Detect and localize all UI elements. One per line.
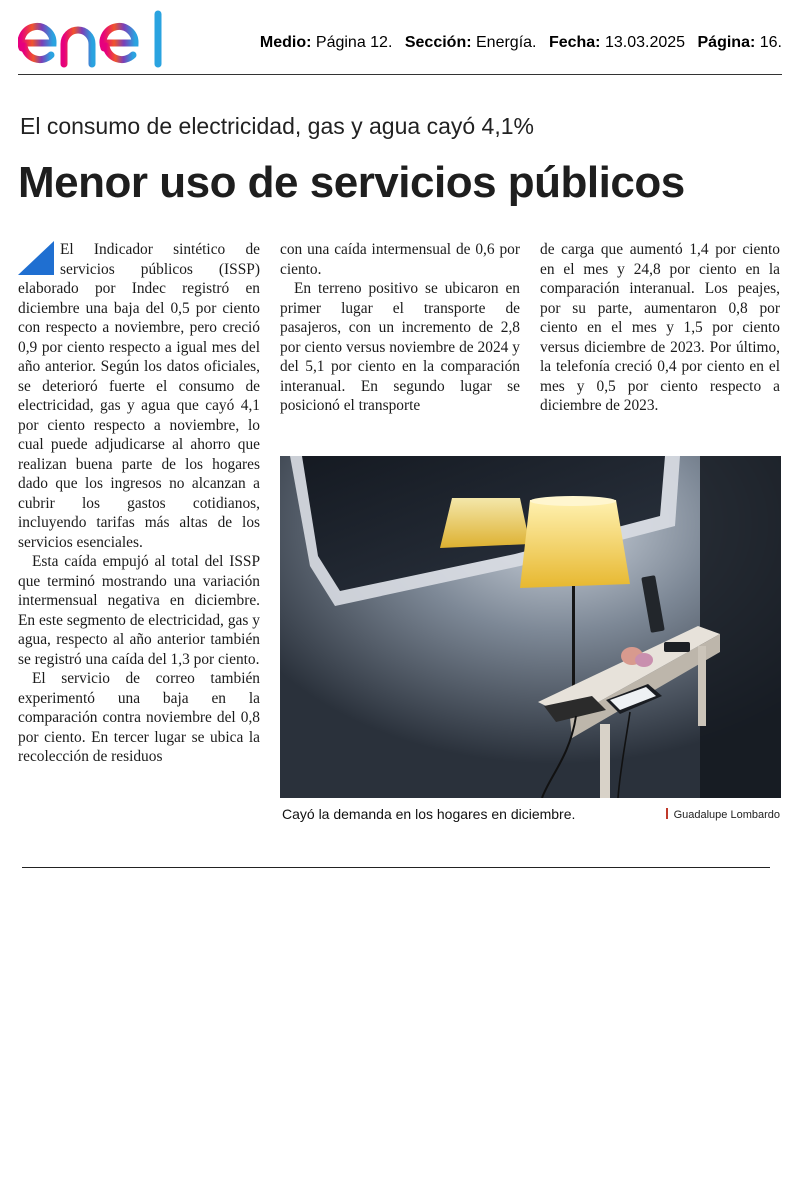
paragraph: de carga que aumentó 1,4 por ciento en el mes y 24,8 por ciento en la comparación interanual. Los peajes, por su parte, aumentaron 0,8 por ciento en el mes y 1,5 por ciento versus diciembre de 2023. Por último, la telefonía creció 0,4 por ciento en el mes y 0,5 por ciento respecto a diciembre de 2023. <box>540 241 780 414</box>
enel-logo <box>18 8 170 68</box>
medio-value: Página 12. <box>315 34 393 51</box>
page-header <box>18 8 782 74</box>
dropcap-triangle-icon <box>18 241 54 275</box>
brand-text: enel <box>18 8 20 9</box>
article-column-2 <box>280 240 520 416</box>
pagina-value: 16. <box>759 34 782 51</box>
seccion-value: Energía. <box>476 34 537 51</box>
paragraph: El Indicador sintético de servicios públicos (ISSP) elaborado por Indec registró en diciembre una baja del 0,5 por ciento con respecto a noviembre, pero creció 0,9 por ciento respecto a igual mes del año anterior. Según los datos oficiales, se deterioró fuerte el consumo de electricidad, gas y agua que cayó 4,1 por ciento respecto a noviembre, lo cual puede adjudicarse al ahorro que realizan buena parte de los hogares dado que los ingresos no alcanzan a cubrir los gastos cotidianos, incluyendo tarifas más altas de los servicios esenciales. <box>18 241 260 551</box>
article-column-1 <box>18 240 260 767</box>
article-subtitle: El consumo de electricidad, gas y agua cayó 4,1% <box>20 113 534 139</box>
fecha-label: Fecha: <box>548 34 601 51</box>
header-divider <box>18 74 782 75</box>
medio-label: Medio: <box>259 34 312 51</box>
photo-credit-name: Guadalupe Lombardo <box>673 809 780 821</box>
pagina-label: Página: <box>697 34 756 51</box>
publication-meta <box>260 34 782 52</box>
bottom-divider <box>22 867 770 868</box>
paragraph: El servicio de correo también experimentó una baja en la comparación contra noviembre del 0,8 por ciento. En tercer lugar se ubica la recolección de residuos <box>18 670 260 765</box>
paragraph: con una caída intermensual de 0,6 por ciento. <box>280 241 520 278</box>
photo-credit <box>666 808 780 821</box>
seccion-label: Sección: <box>404 34 472 51</box>
article-headline: Menor uso de servicios públicos <box>18 158 685 207</box>
article-column-3 <box>540 240 780 416</box>
lamp-illustration <box>280 456 781 798</box>
paragraph: Esta caída empujó al total del ISSP que terminó mostrando una variación intermensual negativa en diciembre. En este segmento de electricidad, gas y agua, respecto al año anterior también se registró una caída del 1,3 por ciento. <box>18 553 260 668</box>
photo-caption: Cayó la demanda en los hogares en diciembre. <box>282 806 576 822</box>
paragraph: En terreno positivo se ubicaron en primer lugar el transporte de pasajeros, con un incremento de 2,8 por ciento versus noviembre de 2024 y del 5,1 por ciento en la comparación interanual. En segundo lugar se posicionó el transporte <box>280 280 520 414</box>
article-photo <box>280 456 781 798</box>
credit-bar-icon <box>666 808 668 819</box>
fecha-value: 13.03.2025 <box>604 34 686 51</box>
